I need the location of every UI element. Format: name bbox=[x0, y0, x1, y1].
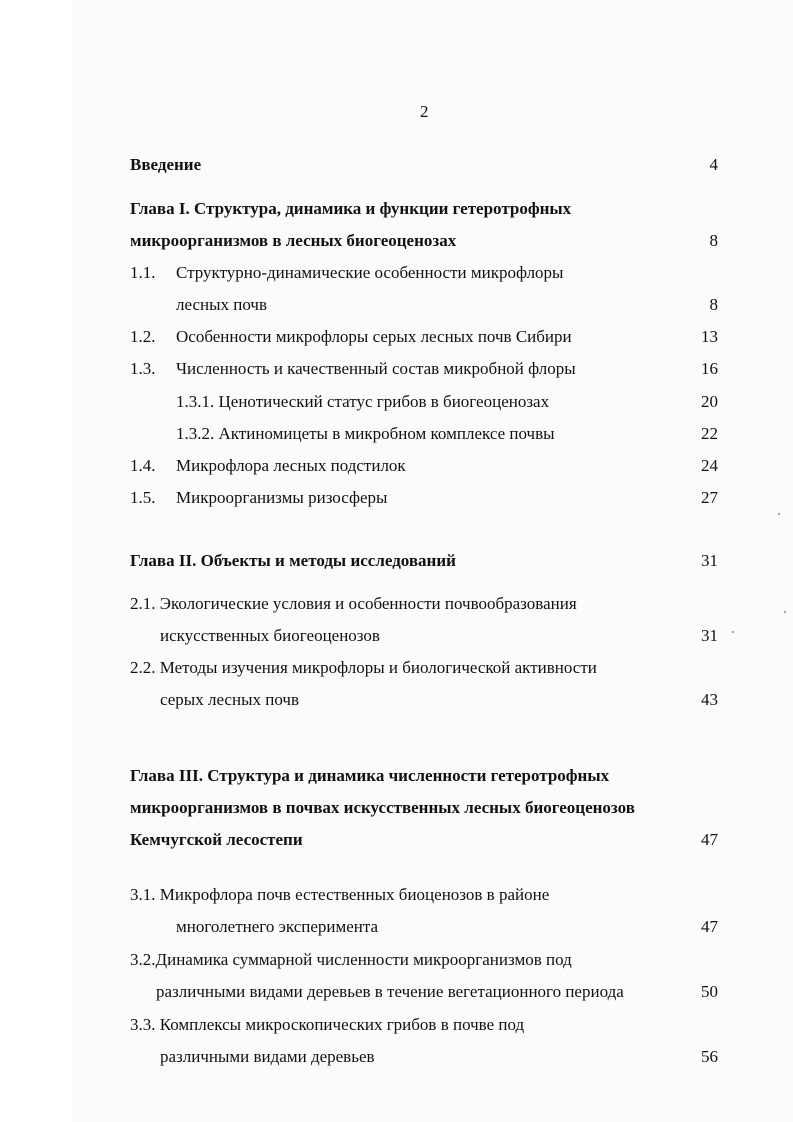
toc-ch3-line3: Кемчугской лесостепи bbox=[130, 830, 303, 849]
toc-intro-title: Введение bbox=[130, 155, 202, 174]
toc-ch2-title: Глава II. Объекты и методы исследований bbox=[130, 551, 456, 570]
toc-s1-1-line1: Структурно-динамические особенности микрофлоры bbox=[176, 263, 564, 282]
toc-s1-1-line2: лесных почв bbox=[176, 295, 268, 314]
toc-s2-2-line1: 2.2. Методы изучения микрофлоры и биологической активности bbox=[130, 658, 597, 677]
toc-s1-3-page: 16 bbox=[701, 359, 718, 378]
toc-intro-page: 4 bbox=[709, 155, 718, 174]
toc-ch3-line1: Глава III. Структура и динамика численности гетеротрофных bbox=[130, 766, 610, 785]
toc-s3-2-line2: различными видами деревьев в течение вегетационного периода bbox=[156, 982, 624, 1001]
toc-s2-1-page: 31 bbox=[701, 626, 718, 645]
toc-s2-1-line2: искусственных биогеоценозов bbox=[160, 626, 380, 645]
scan-speck bbox=[778, 513, 780, 515]
toc-s3-2-line1: 3.2.Динамика суммарной численности микроорганизмов под bbox=[130, 950, 572, 969]
toc-s1-4-page: 24 bbox=[701, 456, 718, 475]
toc-s2-2-line2: серых лесных почв bbox=[160, 690, 299, 709]
toc-s1-5-page: 27 bbox=[701, 488, 718, 507]
toc-s1-4-text: Микрофлора лесных подстилок bbox=[176, 456, 406, 475]
toc-ch1-page: 8 bbox=[709, 231, 718, 250]
toc-s2-1-line1: 2.1. Экологические условия и особенности почвообразования bbox=[130, 594, 577, 613]
toc-s1-1-page: 8 bbox=[709, 295, 718, 314]
toc-s1-3-text: Численность и качественный состав микробной флоры bbox=[176, 359, 576, 378]
toc-s1-5-num: 1.5. bbox=[130, 488, 156, 507]
scan-speck bbox=[732, 631, 734, 633]
toc-s1-3-1-page: 20 bbox=[701, 392, 718, 411]
toc-s1-3-2-text: 1.3.2. Актиномицеты в микробном комплексе почвы bbox=[176, 424, 555, 443]
toc-s1-2-text: Особенности микрофлоры серых лесных почв Сибири bbox=[176, 327, 572, 346]
toc-s3-3-line2: различными видами деревьев bbox=[160, 1047, 375, 1066]
toc-s3-1-line1: 3.1. Микрофлора почв естественных биоценозов в районе bbox=[130, 885, 550, 904]
toc-ch2-page: 31 bbox=[701, 551, 718, 570]
toc-s1-4-num: 1.4. bbox=[130, 456, 156, 475]
toc-s1-5-text: Микроорганизмы ризосферы bbox=[176, 488, 388, 507]
toc-s1-3-1-text: 1.3.1. Ценотический статус грибов в биогеоценозах bbox=[176, 392, 550, 411]
toc-s1-2-page: 13 bbox=[701, 327, 718, 346]
toc-s3-3-line1: 3.3. Комплексы микроскопических грибов в почве под bbox=[130, 1015, 525, 1034]
toc-ch1-line1: Глава I. Структура, динамика и функции гетеротрофных bbox=[130, 199, 572, 218]
toc-s3-1-line2: многолетнего эксперимента bbox=[176, 917, 379, 936]
page-number: 2 bbox=[420, 102, 429, 121]
toc-s2-2-page: 43 bbox=[701, 690, 718, 709]
toc-ch3-page: 47 bbox=[701, 830, 718, 849]
toc-ch3-line2: микроорганизмов в почвах искусственных лесных биогеоценозов bbox=[130, 798, 635, 817]
toc-s1-2-num: 1.2. bbox=[130, 327, 156, 346]
toc-s1-3-2-page: 22 bbox=[701, 424, 718, 443]
scan-speck bbox=[784, 611, 786, 613]
toc-s1-3-num: 1.3. bbox=[130, 359, 156, 378]
toc-ch1-line2: микроорганизмов в лесных биогеоценозах bbox=[130, 231, 457, 250]
toc-s1-1-num: 1.1. bbox=[130, 263, 156, 282]
toc-s3-3-page: 56 bbox=[701, 1047, 718, 1066]
toc-s3-2-page: 50 bbox=[701, 982, 718, 1001]
toc-s3-1-page: 47 bbox=[701, 917, 718, 936]
